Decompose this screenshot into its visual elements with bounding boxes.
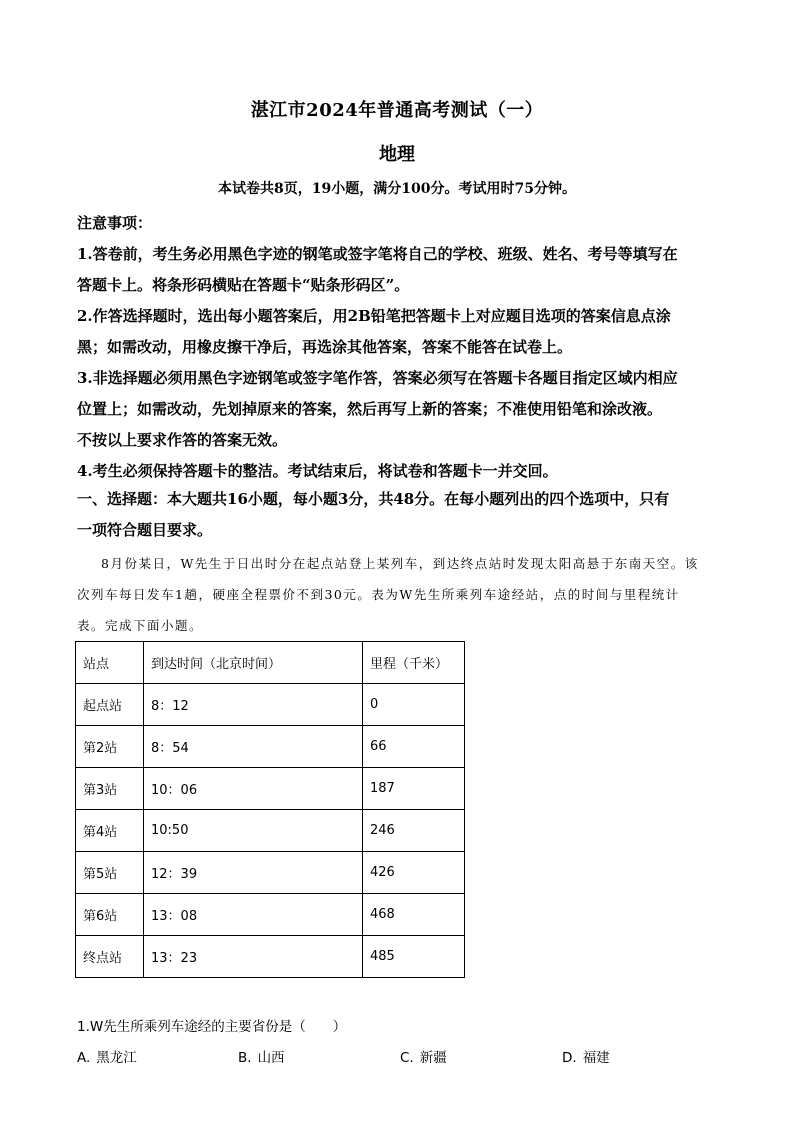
notes-line: 不按以上要求作答的答案无效。 xyxy=(77,431,288,449)
arrival-cell: 8：12 xyxy=(144,684,363,726)
mileage-cell: 426 xyxy=(363,852,465,894)
notes-heading: 注意事项： xyxy=(77,214,153,232)
station-cell: 第4站 xyxy=(76,810,144,852)
station-cell: 第2站 xyxy=(76,726,144,768)
arrival-cell: 12：39 xyxy=(144,852,363,894)
table-row xyxy=(76,894,465,936)
mileage-cell: 468 xyxy=(363,894,465,936)
option-b[interactable] xyxy=(238,1046,285,1066)
notes-line: 4.考生必须保持答题卡的整洁。考试结束后，将试卷和答题卡一并交回。 xyxy=(77,462,558,480)
option-text: 福建 xyxy=(582,1050,610,1066)
station-cell: 第5站 xyxy=(76,852,144,894)
station-cell: 起点站 xyxy=(76,684,144,726)
context-line: 次列车每日发车1趟，硬座全程票价不到30元。表为W先生所乘列车途经站，点的时间与里程统计 xyxy=(77,587,680,602)
train-timetable xyxy=(75,641,465,978)
context-line: 8月份某日，W先生于日出时分在起点站登上某列车，到达终点站时发现太阳高悬于东南天空。该 xyxy=(101,556,699,571)
section-heading xyxy=(77,484,727,546)
notes-line: 1.答卷前，考生务必用黑色字迹的钢笔或签字笔将自己的学校、班级、姓名、考号等填写在 xyxy=(77,245,678,263)
table-row xyxy=(76,852,465,894)
station-cell: 第3站 xyxy=(76,768,144,810)
context-line: 表。完成下面小题。 xyxy=(77,618,204,633)
station-cell: 终点站 xyxy=(76,936,144,978)
arrival-cell: 13：23 xyxy=(144,936,363,978)
option-label: C. xyxy=(400,1050,414,1066)
mileage-cell: 246 xyxy=(363,810,465,852)
question-stem: 1.W先生所乘列车途经的主要省份是（ ） xyxy=(77,1019,347,1035)
column-header-station: 站点 xyxy=(76,642,144,684)
table-row xyxy=(76,936,465,978)
exam-title: 湛江市2024年普通高考测试（一） xyxy=(250,100,544,121)
notes-line: 3.非选择题必须用黑色字迹钢笔或签字笔作答，答案必须写在答题卡各题目指定区域内相应 xyxy=(77,369,678,387)
mileage-cell: 0 xyxy=(363,684,465,726)
table-row xyxy=(76,726,465,768)
table-row xyxy=(76,810,465,852)
notes-line: 2.作答选择题时，选出每小题答案后，用2B铅笔把答题卡上对应题目选项的答案信息点涂 xyxy=(77,307,671,325)
table-header-row xyxy=(76,642,465,684)
section-line: 一项符合题目要求。 xyxy=(77,521,213,539)
option-c[interactable] xyxy=(400,1046,447,1066)
arrival-cell: 13：08 xyxy=(144,894,363,936)
subject-title: 地理 xyxy=(379,144,415,165)
answer-options xyxy=(77,1046,727,1068)
option-label: A. xyxy=(77,1050,91,1066)
option-text: 新疆 xyxy=(419,1050,447,1066)
notes-block xyxy=(77,208,727,487)
question-context xyxy=(77,548,727,641)
notes-line: 位置上；如需改动，先划掉原来的答案，然后再写上新的答案；不准使用铅笔和涂改液。 xyxy=(77,400,663,418)
option-a[interactable] xyxy=(77,1046,137,1066)
mileage-cell: 485 xyxy=(363,936,465,978)
notes-line: 黑；如需改动，用橡皮擦干净后，再选涂其他答案，答案不能答在试卷上。 xyxy=(77,338,573,356)
table-row xyxy=(76,768,465,810)
arrival-cell: 10：06 xyxy=(144,768,363,810)
station-cell: 第6站 xyxy=(76,894,144,936)
option-d[interactable] xyxy=(562,1046,610,1066)
notes-line: 答题卡上。将条形码横贴在答题卡“贴条形码区”。 xyxy=(77,276,410,294)
option-text: 黑龙江 xyxy=(96,1050,137,1066)
mileage-cell: 66 xyxy=(363,726,465,768)
column-header-arrival: 到达时间（北京时间） xyxy=(144,642,363,684)
column-header-mileage: 里程（千米） xyxy=(363,642,465,684)
arrival-cell: 10:50 xyxy=(144,810,363,852)
option-label: D. xyxy=(562,1050,577,1066)
option-label: B. xyxy=(238,1050,252,1066)
section-line: 一、选择题：本大题共16小题，每小题3分，共48分。在每小题列出的四个选项中，只有 xyxy=(77,490,670,508)
table-row xyxy=(76,684,465,726)
mileage-cell: 187 xyxy=(363,768,465,810)
exam-info: 本试卷共8页，19小题，满分100分。考试用时75分钟。 xyxy=(218,181,576,197)
arrival-cell: 8：54 xyxy=(144,726,363,768)
option-text: 山西 xyxy=(257,1050,285,1066)
